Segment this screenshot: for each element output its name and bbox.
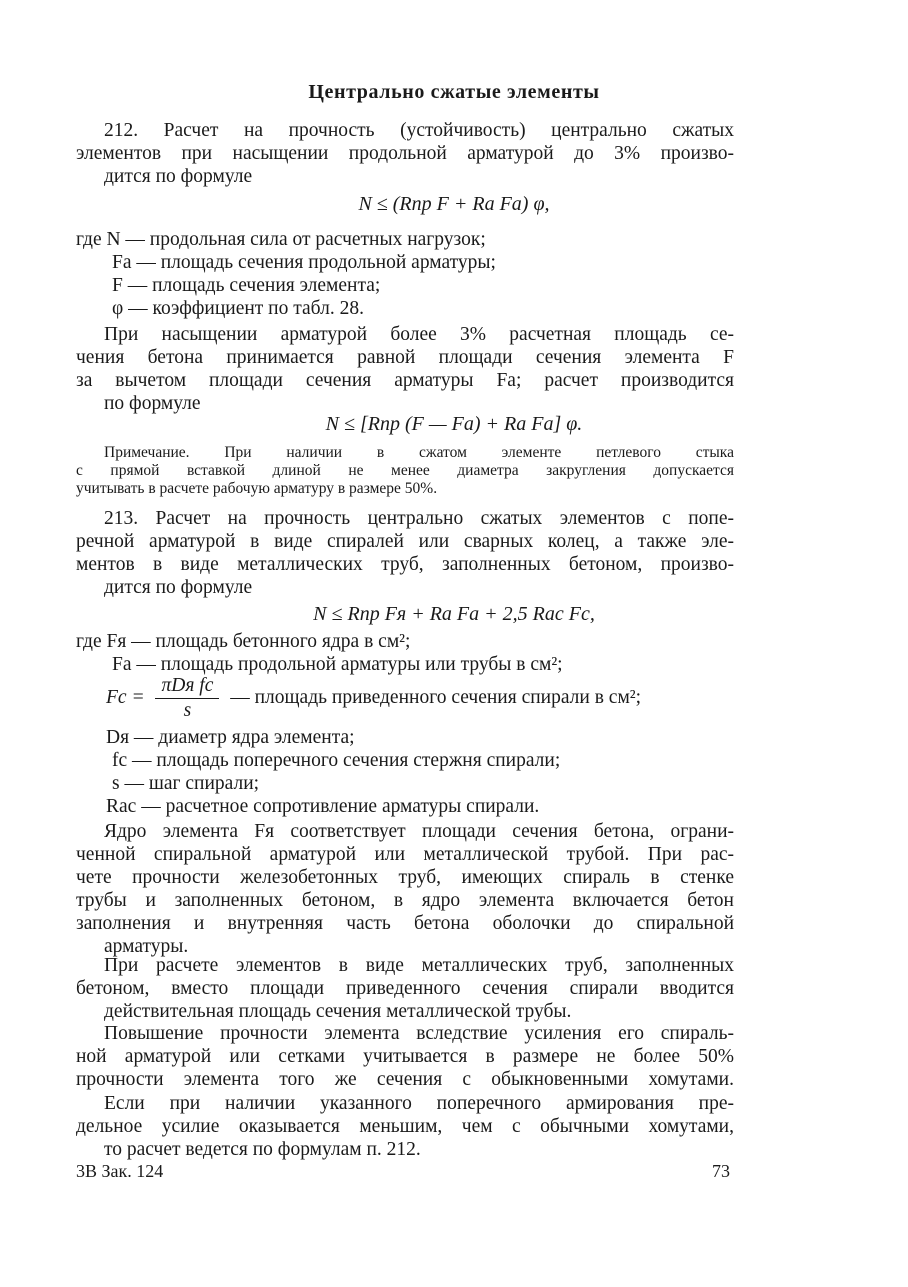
- text-line: При расчете элементов в виде металлических труб, заполненных: [104, 955, 734, 976]
- text-line: заполнения и внутренняя часть бетона оболочки до спиральной: [76, 913, 734, 934]
- where-item: где Fя — площадь бетонного ядра в см²;: [76, 631, 411, 652]
- text-line: прочности элемента того же сечения с обыкновенными хомутами.: [76, 1069, 734, 1090]
- text-line: Если при наличии указанного поперечного армирования пре-: [104, 1093, 734, 1114]
- text-line: чете прочности железобетонных труб, имеющих спираль в стенке: [76, 867, 734, 888]
- text-line: то расчет ведется по формулам п. 212.: [104, 1139, 421, 1160]
- text-line: 213. Расчет на прочность центрально сжатых элементов с попе-: [104, 508, 734, 529]
- note: [76, 444, 734, 498]
- text-line: речной арматурой в виде спиралей или сварных колец, а также эле-: [76, 531, 734, 552]
- text-line: элементов при насыщении продольной арматурой до 3% произво-: [76, 143, 734, 164]
- fc-text: — площадь приведенного сечения спирали в см²;: [230, 686, 642, 708]
- paragraph-core: [76, 820, 734, 958]
- formula-3: N ≤ Rпр Fя + Rа Fа + 2,5 Rас Fс,: [313, 603, 595, 625]
- where-list-2b: [76, 726, 734, 818]
- where-item: Dя — диаметр ядра элемента;: [106, 727, 355, 748]
- fc-numerator: πDя fс: [155, 675, 219, 699]
- text-line: дельное усилие оказывается меньшим, чем с обычными хомутами,: [76, 1116, 734, 1137]
- section-title: Центрально сжатые элементы: [308, 81, 600, 103]
- text-line: Повышение прочности элемента вследствие усиления его спираль-: [104, 1023, 734, 1044]
- text-line: дится по формуле: [104, 166, 253, 187]
- text-line: дится по формуле: [104, 577, 253, 598]
- fc-fraction: [155, 675, 219, 722]
- note-line: Примечание. При наличии в сжатом элементе петлевого стыка: [104, 444, 734, 461]
- where-item: φ — коэффициент по табл. 28.: [112, 298, 364, 319]
- text-line: трубы и заполненных бетоном, в ядро элемента включается бетон: [76, 890, 734, 911]
- text-line: действительная площадь сечения металлической трубы.: [104, 1001, 572, 1022]
- page-number: 73: [712, 1161, 730, 1181]
- fc-denominator: s: [183, 700, 192, 721]
- printer-mark: 3В Зак. 124: [76, 1161, 164, 1181]
- note-line: учитывать в расчете рабочую арматуру в размере 50%.: [76, 480, 438, 497]
- fc-definition: [106, 675, 641, 722]
- text-line: Ядро элемента Fя соответствует площади сечения бетона, ограни-: [104, 821, 734, 842]
- where-item: где N — продольная сила от расчетных нагрузок;: [76, 229, 486, 250]
- where-list-2a: [76, 630, 734, 676]
- where-item: Rас — расчетное сопротивление арматуры спирали.: [106, 796, 540, 817]
- formula-2: N ≤ [Rпр (F — Fа) + Rа Fа] φ.: [325, 413, 583, 435]
- paragraph-213: [76, 507, 734, 599]
- formula-1: N ≤ (Rпр F + Rа Fа) φ,: [358, 193, 550, 215]
- text-line: При насыщении арматурой более 3% расчетная площадь се-: [104, 324, 734, 345]
- text-line: бетоном, вместо площади приведенного сечения спирали вводится: [76, 978, 734, 999]
- where-item: Fа — площадь продольной арматуры или трубы в см²;: [112, 654, 563, 675]
- where-item: F — площадь сечения элемента;: [112, 275, 381, 296]
- text-line: ментов в виде металлических труб, заполненных бетоном, произво-: [76, 554, 734, 575]
- fc-lhs: Fс =: [106, 686, 145, 708]
- text-line: ченной спиральной арматурой или металлической трубой. При рас-: [76, 844, 734, 865]
- text-line: арматуры.: [104, 936, 189, 957]
- paragraph-tubes: [76, 954, 734, 1023]
- paragraph-212: [76, 119, 734, 188]
- paragraph-strength: [76, 1022, 734, 1091]
- text-line: за вычетом площади сечения арматуры Fа; расчет производится: [76, 370, 734, 391]
- paragraph-limit: [76, 1092, 734, 1161]
- where-list-1: [76, 228, 734, 320]
- where-item: Fа — площадь сечения продольной арматуры;: [112, 252, 496, 273]
- note-line: с прямой вставкой длиной не менее диаметра закругления допускается: [76, 462, 734, 479]
- where-item: fс — площадь поперечного сечения стержня спирали;: [112, 750, 561, 771]
- text-line: 212. Расчет на прочность (устойчивость) центрально сжатых: [104, 120, 734, 141]
- text-line: чения бетона принимается равной площади сечения элемента F: [76, 347, 734, 368]
- text-line: по формуле: [104, 393, 201, 414]
- paragraph-saturation: [76, 323, 734, 415]
- where-item: s — шаг спирали;: [112, 773, 260, 794]
- text-line: ной арматурой или сетками учитывается в размере не более 50%: [76, 1046, 734, 1067]
